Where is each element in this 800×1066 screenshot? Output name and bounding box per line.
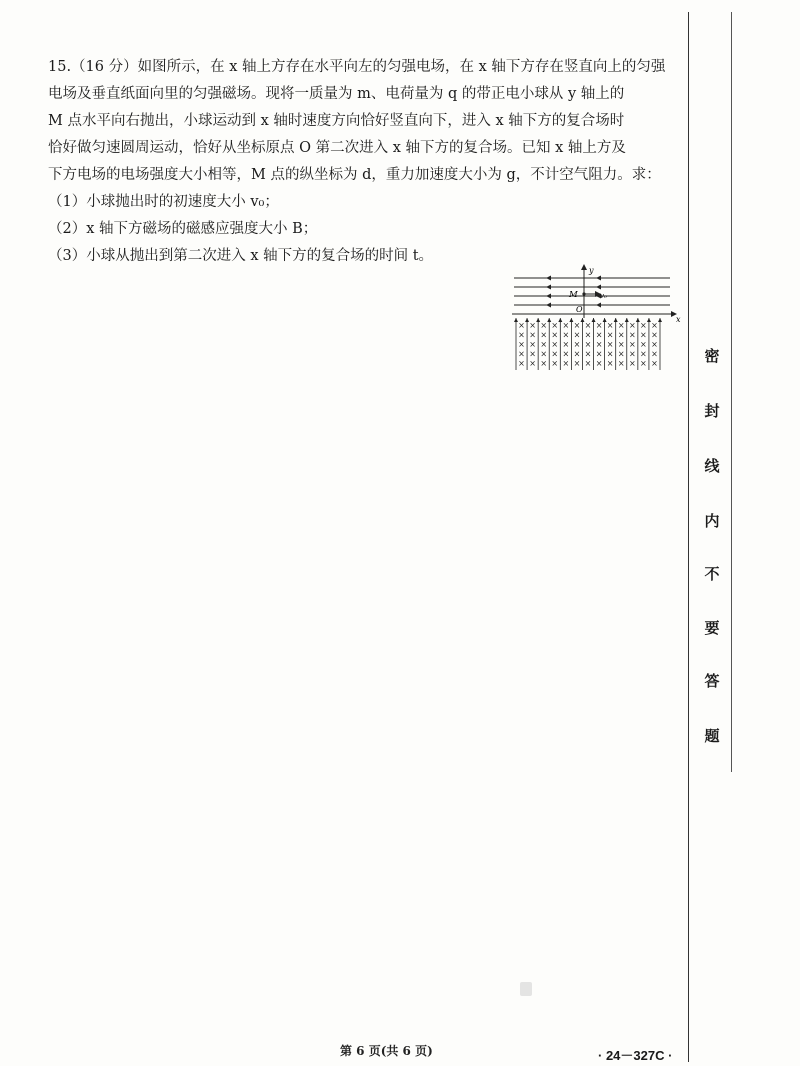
magnetic-field-cross: × <box>562 340 570 349</box>
magnetic-field-cross: × <box>606 330 614 340</box>
magnetic-field-cross: × <box>617 359 625 368</box>
magnetic-field-cross: × <box>595 330 603 340</box>
binding-char-8: 题 <box>704 727 720 745</box>
magnetic-field-cross: × <box>540 321 548 330</box>
binding-char-1: 密 <box>704 347 720 365</box>
magnetic-field-cross: × <box>640 330 647 340</box>
magnetic-field-cross: × <box>651 321 658 330</box>
magnetic-field-cross: × <box>628 340 636 349</box>
field-diagram-svg <box>510 262 685 374</box>
binding-char-5: 不 <box>704 565 720 583</box>
magnetic-field-cross: × <box>529 349 536 359</box>
binding-char-6: 要 <box>704 619 720 637</box>
magnetic-field-cross: × <box>529 330 536 340</box>
binding-char-7: 答 <box>704 672 720 690</box>
magnetic-field-cross: × <box>606 321 614 330</box>
magnetic-field-cross: × <box>651 359 658 368</box>
magnetic-field-cross: × <box>651 340 658 349</box>
sub-question-3: （3）小球从抛出到第二次进入 x 轴下方的复合场的时间 t。 <box>48 248 434 264</box>
question-stem-line-3: M 点水平向右抛出，小球运动到 x 轴时速度方向恰好竖直向下，进入 x 轴下方的复合场时 <box>48 113 625 129</box>
magnetic-field-cross: × <box>628 349 636 359</box>
magnetic-field-cross: × <box>651 330 658 340</box>
magnetic-field-cross: × <box>562 321 570 330</box>
magnetic-field-cross: × <box>640 349 647 359</box>
magnetic-field-cross: × <box>529 321 536 330</box>
magnetic-field-cross: × <box>640 340 647 349</box>
magnetic-field-cross: × <box>595 340 603 349</box>
magnetic-field-cross: × <box>573 321 581 330</box>
magnetic-field-cross: × <box>551 340 559 349</box>
magnetic-field-cross: × <box>551 349 559 359</box>
magnetic-field-cross: × <box>584 359 592 368</box>
magnetic-field-cross: × <box>573 340 581 349</box>
magnetic-field-cross: × <box>518 340 525 349</box>
magnetic-field-cross: × <box>628 321 636 330</box>
magnetic-field-cross: × <box>595 349 603 359</box>
magnetic-field-cross: × <box>551 330 559 340</box>
magnetic-field-cross: × <box>606 349 614 359</box>
magnetic-field-cross: × <box>640 321 647 330</box>
magnetic-field-cross: × <box>584 330 592 340</box>
magnetic-field-cross: × <box>617 349 625 359</box>
magnetic-field-cross: × <box>617 321 625 330</box>
magnetic-field-cross: × <box>540 349 548 359</box>
binding-char-4: 内 <box>704 512 720 530</box>
magnetic-field-cross: × <box>562 330 570 340</box>
magnetic-field-cross: × <box>628 359 636 368</box>
magnetic-field-cross: × <box>540 330 548 340</box>
magnetic-field-cross: × <box>562 359 570 368</box>
exam-code: · 24－327C · <box>598 1048 673 1063</box>
field-diagram <box>510 262 685 374</box>
binding-line-outer <box>688 12 689 1062</box>
point-m-label: M <box>569 290 578 300</box>
magnetic-field-cross: × <box>551 321 559 330</box>
binding-char-2: 封 <box>704 402 720 420</box>
magnetic-field-cross: × <box>606 359 614 368</box>
magnetic-field-cross: × <box>595 321 603 330</box>
magnetic-field-cross: × <box>584 340 592 349</box>
magnetic-field-cross: × <box>529 340 536 349</box>
magnetic-field-cross: × <box>584 349 592 359</box>
magnetic-field-cross: × <box>518 359 525 368</box>
x-axis-label: x <box>676 315 681 324</box>
magnetic-field-cross: × <box>529 359 536 368</box>
magnetic-field-cross: × <box>540 359 548 368</box>
question-stem-line-4: 恰好做匀速圆周运动，恰好从坐标原点 O 第二次进入 x 轴下方的复合场。已知 x 轴上方及 <box>48 140 626 156</box>
magnetic-field-cross: × <box>617 330 625 340</box>
magnetic-field-cross: × <box>595 359 603 368</box>
sub-question-1: （1）小球抛出时的初速度大小 v₀； <box>48 194 279 210</box>
magnetic-field-cross: × <box>617 340 625 349</box>
magnetic-field-cross: × <box>640 359 647 368</box>
question-stem-line-1: 15.（16 分）如图所示，在 x 轴上方存在水平向左的匀强电场，在 x 轴下方存在竖直向上的匀强 <box>48 59 666 75</box>
sub-question-2: （2）x 轴下方磁场的磁感应强度大小 B； <box>48 221 318 237</box>
magnetic-field-cross: × <box>584 321 592 330</box>
magnetic-field-cross: × <box>540 340 548 349</box>
y-axis-label: y <box>589 266 594 275</box>
magnetic-field-cross: × <box>518 349 525 359</box>
page-number: 第 6 页(共 6 页) <box>340 1044 433 1058</box>
magnetic-field-cross: × <box>573 349 581 359</box>
velocity-label: v₀ <box>600 292 607 300</box>
magnetic-field-cross: × <box>518 330 525 340</box>
magnetic-field-cross: × <box>551 359 559 368</box>
question-stem-line-5: 下方电场的电场强度大小相等，M 点的纵坐标为 d，重力加速度大小为 g，不计空气阻力。求： <box>48 167 661 183</box>
binding-char-3: 线 <box>704 457 720 475</box>
magnetic-field-cross: × <box>562 349 570 359</box>
binding-line-inner <box>731 12 732 772</box>
question-15 <box>48 54 684 270</box>
upper-field-lines <box>514 278 670 305</box>
lower-field-region <box>514 318 662 370</box>
magnetic-field-cross: × <box>518 321 525 330</box>
origin-label: O <box>576 305 583 314</box>
magnetic-field-cross: × <box>628 330 636 340</box>
scan-smudge <box>520 982 532 996</box>
question-stem-line-2: 电场及垂直纸面向里的匀强磁场。现将一质量为 m、电荷量为 q 的带正电小球从 y 轴上的 <box>48 86 625 102</box>
magnetic-field-cross: × <box>573 330 581 340</box>
magnetic-field-cross: × <box>606 340 614 349</box>
lower-field-arrow <box>658 318 662 322</box>
magnetic-field-cross: × <box>651 349 658 359</box>
magnetic-field-cross: × <box>573 359 581 368</box>
